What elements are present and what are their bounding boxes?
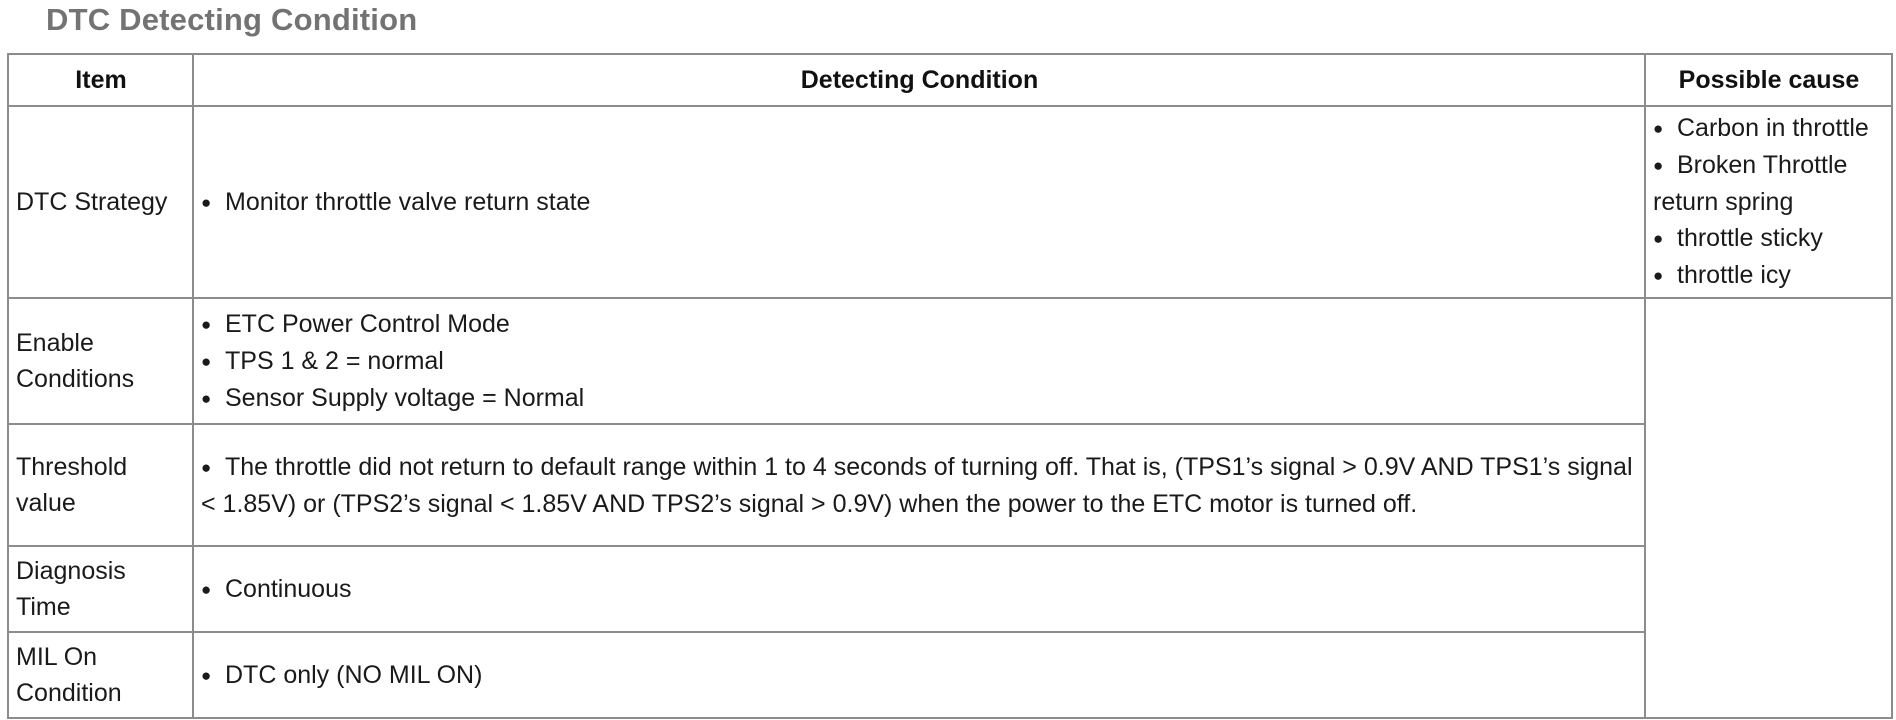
item-cell: MIL On Condition xyxy=(8,632,193,718)
possible-cause-cell xyxy=(1645,106,1892,298)
table-header-row xyxy=(8,54,1892,106)
condition-bullet: ● Sensor Supply voltage = Normal xyxy=(201,380,1638,417)
possible-cause-text: throttle sticky xyxy=(1677,224,1823,252)
table-row-mil-on-condition xyxy=(8,632,1892,718)
condition-cell xyxy=(193,298,1645,424)
bullet-icon: ● xyxy=(1653,266,1664,285)
condition-cell xyxy=(193,424,1645,546)
condition-cell xyxy=(193,546,1645,632)
possible-cause-item xyxy=(1653,147,1885,220)
item-cell: Diagnosis Time xyxy=(8,546,193,632)
possible-cause-item xyxy=(1653,220,1885,257)
possible-cause-item xyxy=(1653,257,1885,294)
item-cell: DTC Strategy xyxy=(8,106,193,298)
condition-bullet: ● ETC Power Control Mode xyxy=(201,306,1638,343)
header-item: Item xyxy=(8,54,193,106)
possible-cause-text: throttle icy xyxy=(1677,261,1791,289)
item-cell: Enable Conditions xyxy=(8,298,193,424)
condition-bullet: ● The throttle did not return to default range within 1 to 4 seconds of turning off. That is, (TPS1’s signal > 0.9V AND TPS1’s signal < 1.85V) or (TPS2’s signal < 1.85V AND TPS2’s signal > 0.9V) when the power to the ETC motor is turned off. xyxy=(201,449,1638,522)
item-cell: Threshold value xyxy=(8,424,193,546)
condition-bullet: ● DTC only (NO MIL ON) xyxy=(201,657,1638,694)
possible-cause-item xyxy=(1653,110,1885,147)
bullet-icon: ● xyxy=(1653,229,1664,248)
condition-cell xyxy=(193,106,1645,298)
possible-cause-text: Carbon in throttle xyxy=(1677,114,1869,142)
header-possible-cause: Possible cause xyxy=(1645,54,1892,106)
table-row-threshold-value xyxy=(8,424,1892,546)
bullet-icon: ● xyxy=(1653,156,1664,175)
table-row-enable-conditions xyxy=(8,298,1892,424)
condition-bullet: ● TPS 1 & 2 = normal xyxy=(201,343,1638,380)
table-row-dtc-strategy xyxy=(8,106,1892,298)
condition-bullet: ● Monitor throttle valve return state xyxy=(201,184,1638,221)
header-detecting-condition: Detecting Condition xyxy=(193,54,1645,106)
page-title: DTC Detecting Condition xyxy=(46,2,418,37)
condition-bullet: ● Continuous xyxy=(201,571,1638,608)
possible-cause-empty-cell xyxy=(1645,298,1892,718)
condition-cell xyxy=(193,632,1645,718)
table-row-diagnosis-time xyxy=(8,546,1892,632)
possible-cause-text: Broken Throttle return spring xyxy=(1653,151,1848,216)
dtc-condition-table xyxy=(7,53,1893,719)
bullet-icon: ● xyxy=(1653,119,1664,138)
